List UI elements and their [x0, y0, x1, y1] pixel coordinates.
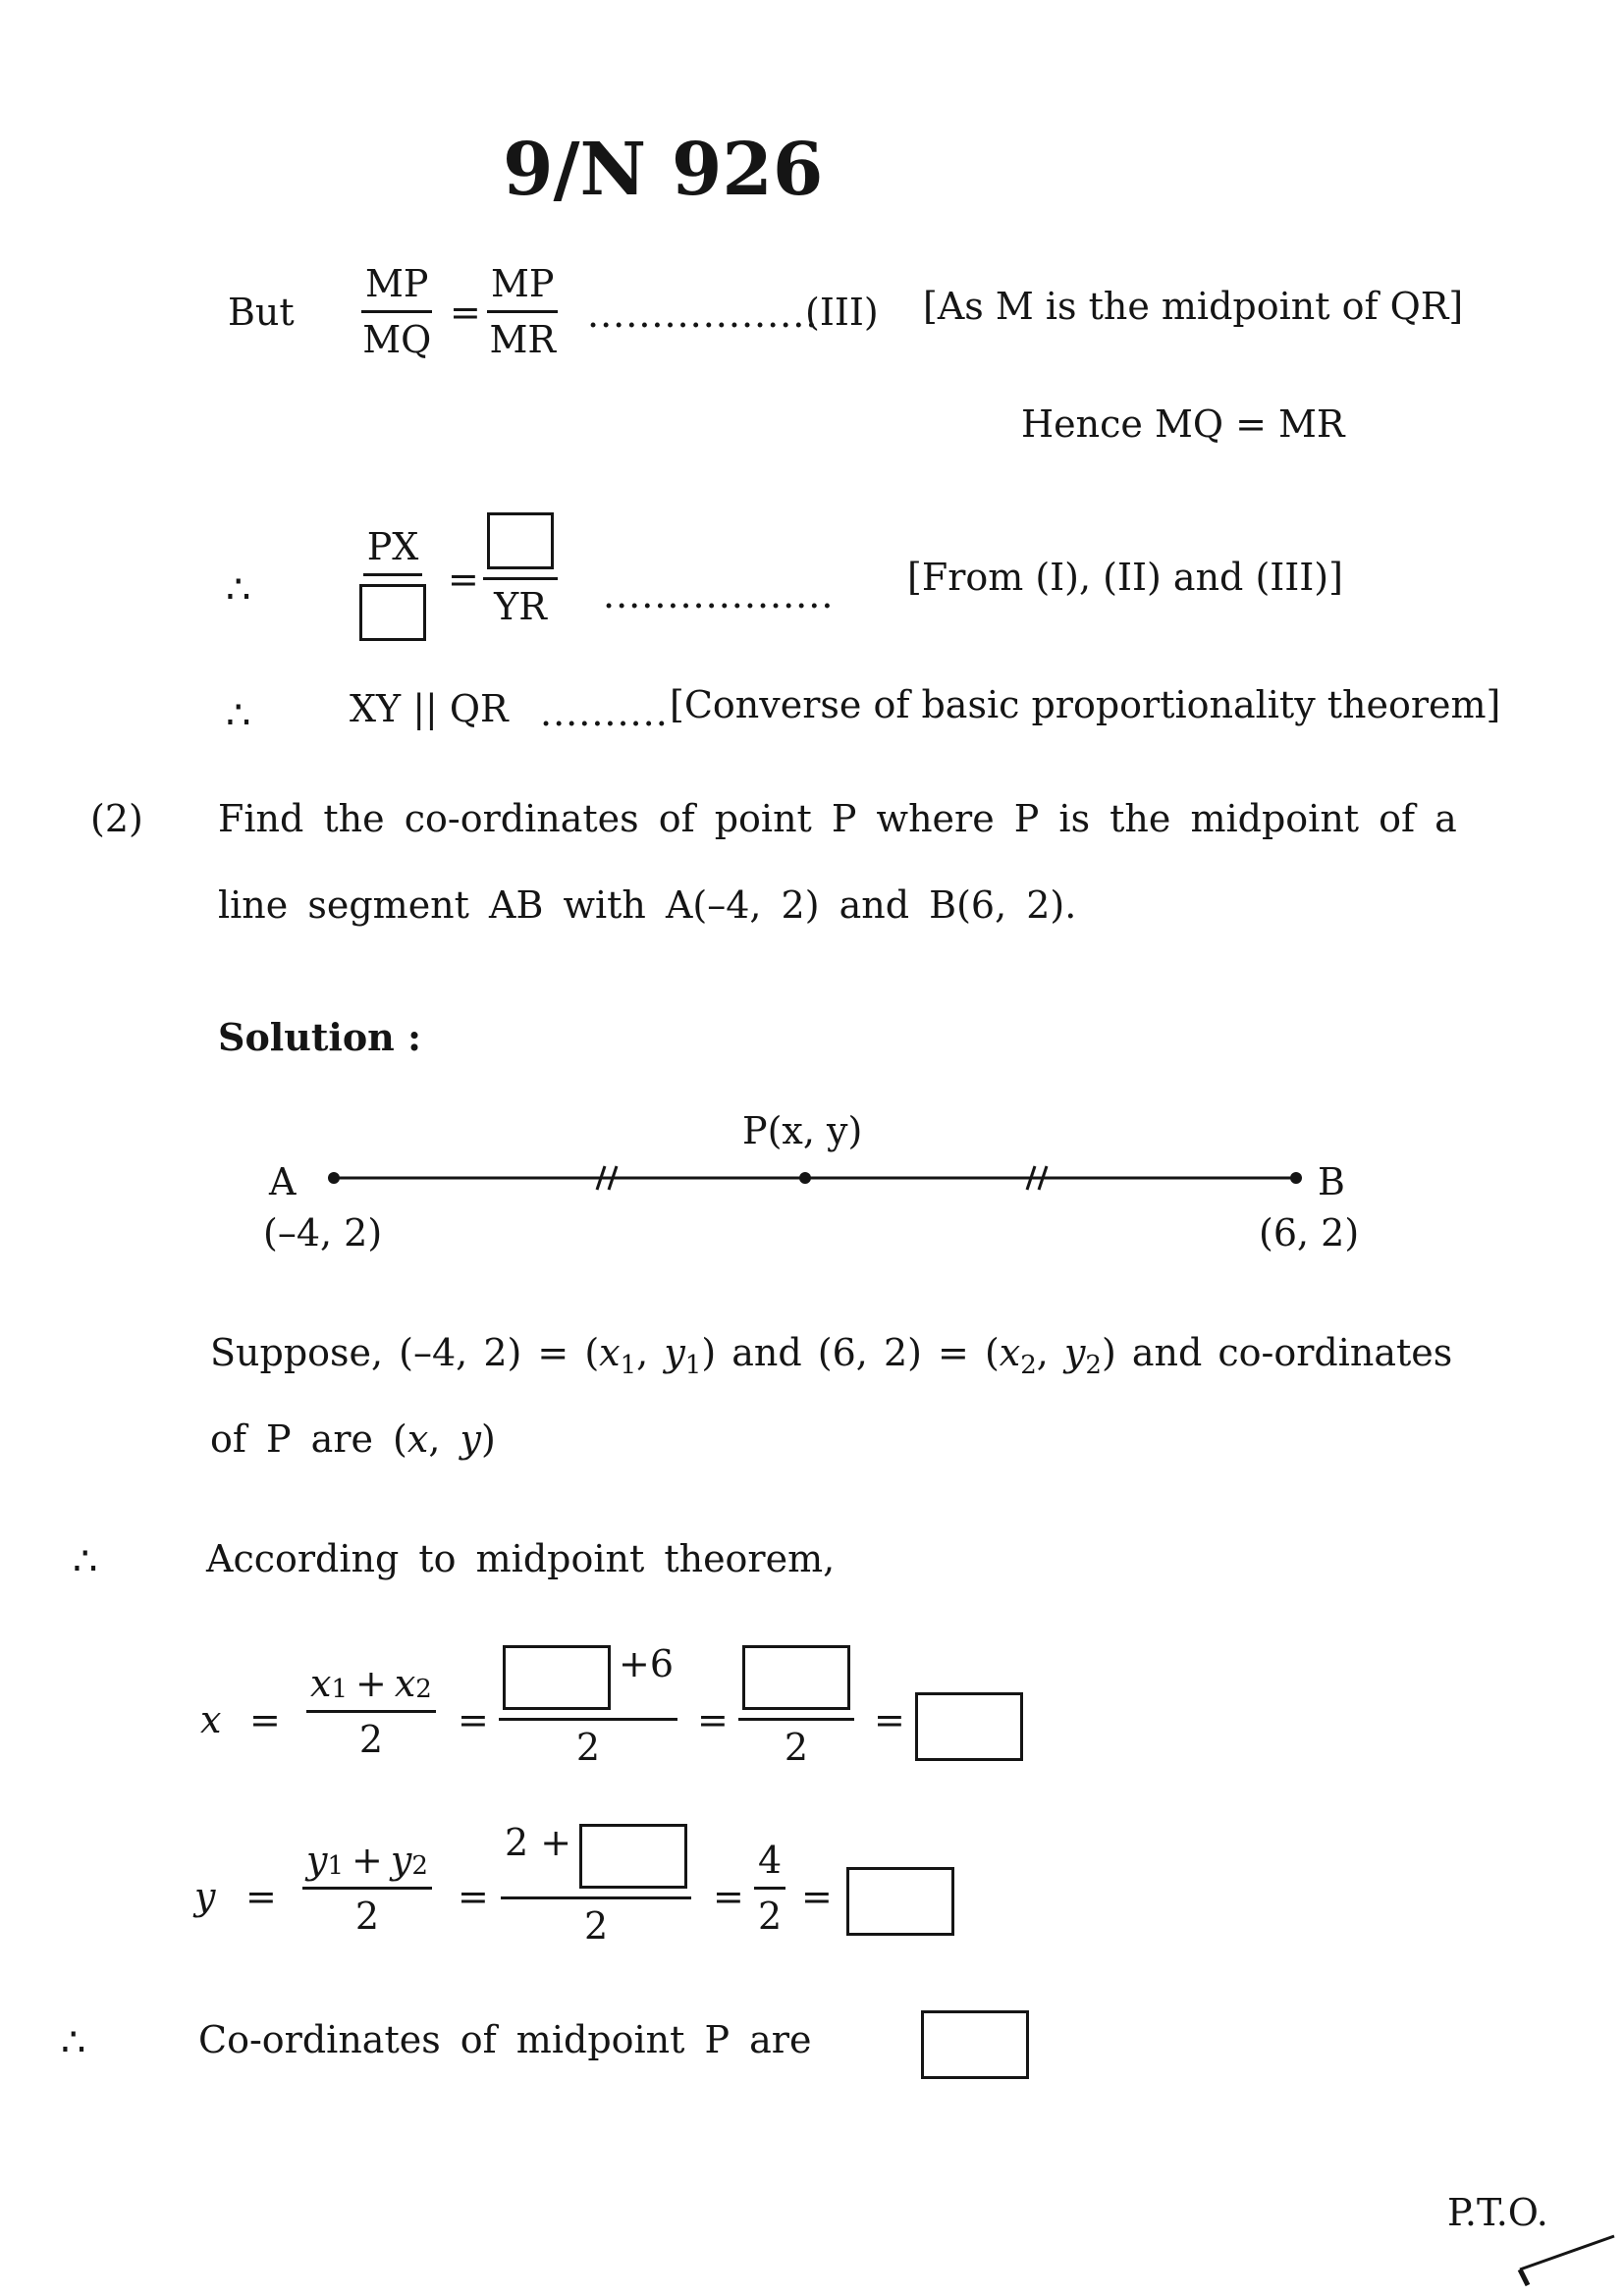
equation-ref: (III) [805, 291, 879, 334]
numerator: 4 [758, 1839, 783, 1882]
subscript: 1 [620, 1351, 637, 1380]
subscript: 1 [684, 1351, 702, 1380]
answer-box[interactable] [487, 512, 554, 569]
comma: , [1036, 1331, 1064, 1374]
equals-sign: = [458, 1875, 489, 1918]
var-x: x [310, 1662, 332, 1705]
conclusion-text: Co-ordinates of midpoint P are [198, 2018, 812, 2061]
text: ) and co-ordinates [1101, 1331, 1453, 1374]
subscript: 2 [415, 1675, 432, 1704]
px-text: PX [366, 525, 419, 568]
denominator: 2 [583, 1904, 609, 1948]
text: ) [480, 1417, 496, 1461]
var-y: y [390, 1839, 412, 1882]
x-variable: x [200, 1698, 222, 1741]
var-y: y [1063, 1331, 1086, 1374]
answer-box[interactable] [359, 584, 426, 641]
answer-box[interactable] [742, 1645, 850, 1710]
point-a-label: A [269, 1160, 297, 1203]
equals-sign: = [713, 1875, 744, 1918]
point-b-coordinates: (6, 2) [1259, 1211, 1360, 1255]
equals-sign: = [458, 1698, 489, 1741]
point-b-label: B [1318, 1160, 1345, 1203]
equals-sign: = [245, 1875, 277, 1918]
converse-note: [Converse of basic proportionality theorem] [670, 683, 1501, 726]
fraction-mp-mr [487, 262, 558, 361]
mp-text: MP [491, 262, 555, 305]
equals-sign: = [450, 291, 481, 334]
theorem-text: According to midpoint theorem, [206, 1537, 836, 1580]
answer-box[interactable] [503, 1645, 611, 1710]
two-plus: 2 + [505, 1821, 572, 1864]
subscript: 1 [331, 1675, 348, 1704]
fraction-two-plus-blank [501, 1821, 691, 1948]
therefore-symbol: ∴ [226, 567, 251, 613]
fraction-blank-yr [483, 512, 558, 628]
suppose-line-1 [210, 1331, 1452, 1380]
var-x: x [599, 1331, 621, 1374]
equals-sign: = [697, 1698, 729, 1741]
yr-text: YR [494, 585, 547, 628]
denominator: 2 [354, 1895, 380, 1938]
denominator: 2 [758, 1895, 783, 1938]
mq-text: MQ [362, 318, 432, 361]
var-x: x [999, 1331, 1021, 1374]
from-note: [From (I), (II) and (III)] [907, 556, 1343, 599]
comma: , [428, 1417, 460, 1461]
line-segment-diagram [314, 1158, 1316, 1198]
fraction-x1-x2 [306, 1662, 436, 1761]
var-y: y [460, 1417, 481, 1461]
page-code: 9/N 926 [503, 128, 824, 212]
plus-sign: + [354, 1662, 387, 1705]
denominator: 2 [575, 1726, 601, 1769]
subscript: 2 [1085, 1351, 1102, 1380]
point-a-coordinates: (–4, 2) [263, 1211, 383, 1255]
mr-text: MR [489, 318, 556, 361]
subscript: 2 [411, 1851, 428, 1881]
text: Suppose, (–4, 2) = ( [210, 1331, 600, 1374]
suppose-line-2 [210, 1417, 496, 1461]
midpoint-note: [As M is the midpoint of QR] [923, 285, 1464, 328]
solution-label: Solution : [218, 1015, 422, 1059]
hence-text: Hence MQ = MR [1021, 402, 1345, 446]
denominator: 2 [358, 1718, 383, 1761]
answer-box[interactable] [846, 1867, 954, 1936]
subscript: 2 [1020, 1351, 1037, 1380]
equals-sign: = [448, 558, 479, 601]
equals-sign: = [249, 1698, 281, 1741]
fraction-blank-plus6 [499, 1642, 677, 1769]
dot-leader: .......... [540, 691, 669, 734]
point-p-label: P(x, y) [742, 1109, 863, 1152]
parallel-statement: XY || QR [350, 687, 509, 730]
comma: , [636, 1331, 665, 1374]
therefore-symbol: ∴ [61, 2020, 86, 2065]
var-x: x [394, 1662, 416, 1705]
text: ) and (6, 2) = ( [701, 1331, 1000, 1374]
text: of P are ( [210, 1417, 407, 1461]
equals-sign: = [874, 1698, 905, 1741]
question-line-2: line segment AB with A(–4, 2) and B(6, 2). [218, 883, 1077, 927]
dot-leader: .................. [587, 293, 819, 336]
dot-leader: .................. [603, 573, 835, 616]
y-variable: y [194, 1875, 216, 1918]
var-y: y [664, 1331, 685, 1374]
subscript: 1 [327, 1851, 345, 1881]
therefore-symbol: ∴ [226, 693, 251, 738]
mp-text: MP [365, 262, 429, 305]
fraction-blank [738, 1645, 854, 1769]
answer-box[interactable] [579, 1824, 687, 1889]
answer-box[interactable] [921, 2010, 1029, 2079]
answer-box[interactable] [915, 1692, 1023, 1761]
pto-label: P.T.O. [1447, 2191, 1548, 2234]
therefore-symbol: ∴ [73, 1539, 98, 1584]
question-line-1: Find the co-ordinates of point P where P is the midpoint of a [218, 797, 1457, 840]
var-y: y [306, 1839, 328, 1882]
denominator: 2 [784, 1726, 809, 1769]
equals-sign: = [801, 1875, 833, 1918]
fraction-mp-mq [361, 262, 432, 361]
fraction-px-blank [359, 525, 426, 641]
var-x: x [406, 1417, 429, 1461]
plus-sign: + [352, 1839, 383, 1882]
question-number: (2) [90, 797, 143, 840]
fraction-y1-y2 [302, 1839, 432, 1938]
plus-six: +6 [619, 1642, 675, 1685]
but-label: But [228, 291, 295, 334]
fraction-four-over-two [754, 1839, 785, 1938]
pen-mark [1512, 2228, 1620, 2287]
